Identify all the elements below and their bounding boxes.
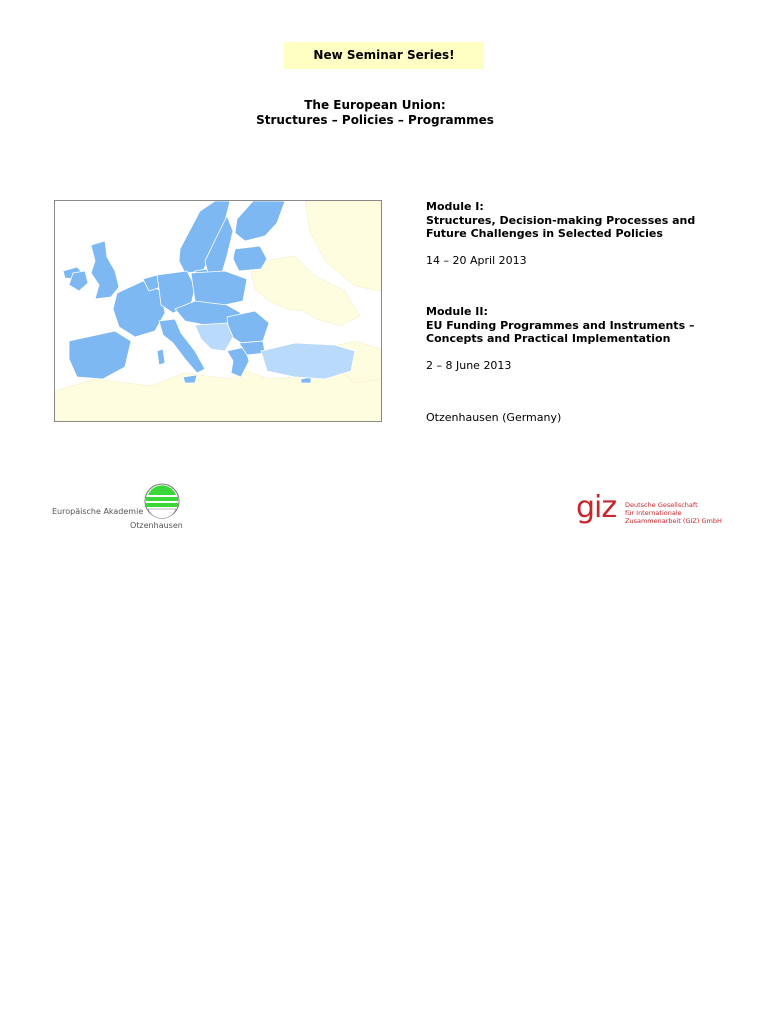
map-baltics <box>233 246 267 271</box>
module-2-date: 2 – 8 June 2013 <box>426 358 512 372</box>
module-2-heading: Module II: <box>426 305 488 318</box>
venue-location: Otzenhausen (Germany) <box>426 411 562 424</box>
map-romania <box>227 311 269 343</box>
eao-logo <box>52 482 192 534</box>
eao-place: Otzenhausen <box>130 521 183 530</box>
title-line-1: The European Union: <box>304 98 446 112</box>
module-2 <box>426 305 746 372</box>
module-2-title-line-1: EU Funding Programmes and Instruments – <box>426 318 695 332</box>
series-banner: New Seminar Series! <box>284 42 484 69</box>
map-france <box>113 281 165 337</box>
module-1 <box>426 200 746 267</box>
map-sardinia <box>157 349 165 365</box>
giz-name-line-2: für Internationale <box>625 509 682 517</box>
map-finland <box>235 201 285 241</box>
title-line-2: Structures – Policies – Programmes <box>256 113 494 127</box>
giz-name-line-1: Deutsche Gesellschaft <box>625 501 698 509</box>
map-balkans <box>195 323 233 351</box>
module-2-title-line-2: Concepts and Practical Implementation <box>426 332 671 345</box>
giz-logo <box>576 490 726 536</box>
eao-name: Europäische Akademie <box>52 507 144 516</box>
map-iberia <box>69 331 131 379</box>
map-turkey <box>261 343 355 379</box>
giz-wordmark: giz <box>576 490 617 525</box>
eao-emblem-icon <box>144 483 180 519</box>
module-1-heading: Module I: <box>426 200 484 213</box>
giz-name-line-3: Zusammenarbeit (GIZ) GmbH <box>625 517 722 525</box>
map-britain <box>91 241 119 299</box>
giz-full-name <box>625 501 722 525</box>
europe-map <box>54 200 382 422</box>
page-title <box>150 98 600 128</box>
module-1-title-line-2: Future Challenges in Selected Policies <box>426 227 663 240</box>
module-1-title-line-1: Structures, Decision-making Processes and <box>426 213 696 227</box>
module-1-date: 14 – 20 April 2013 <box>426 253 527 267</box>
